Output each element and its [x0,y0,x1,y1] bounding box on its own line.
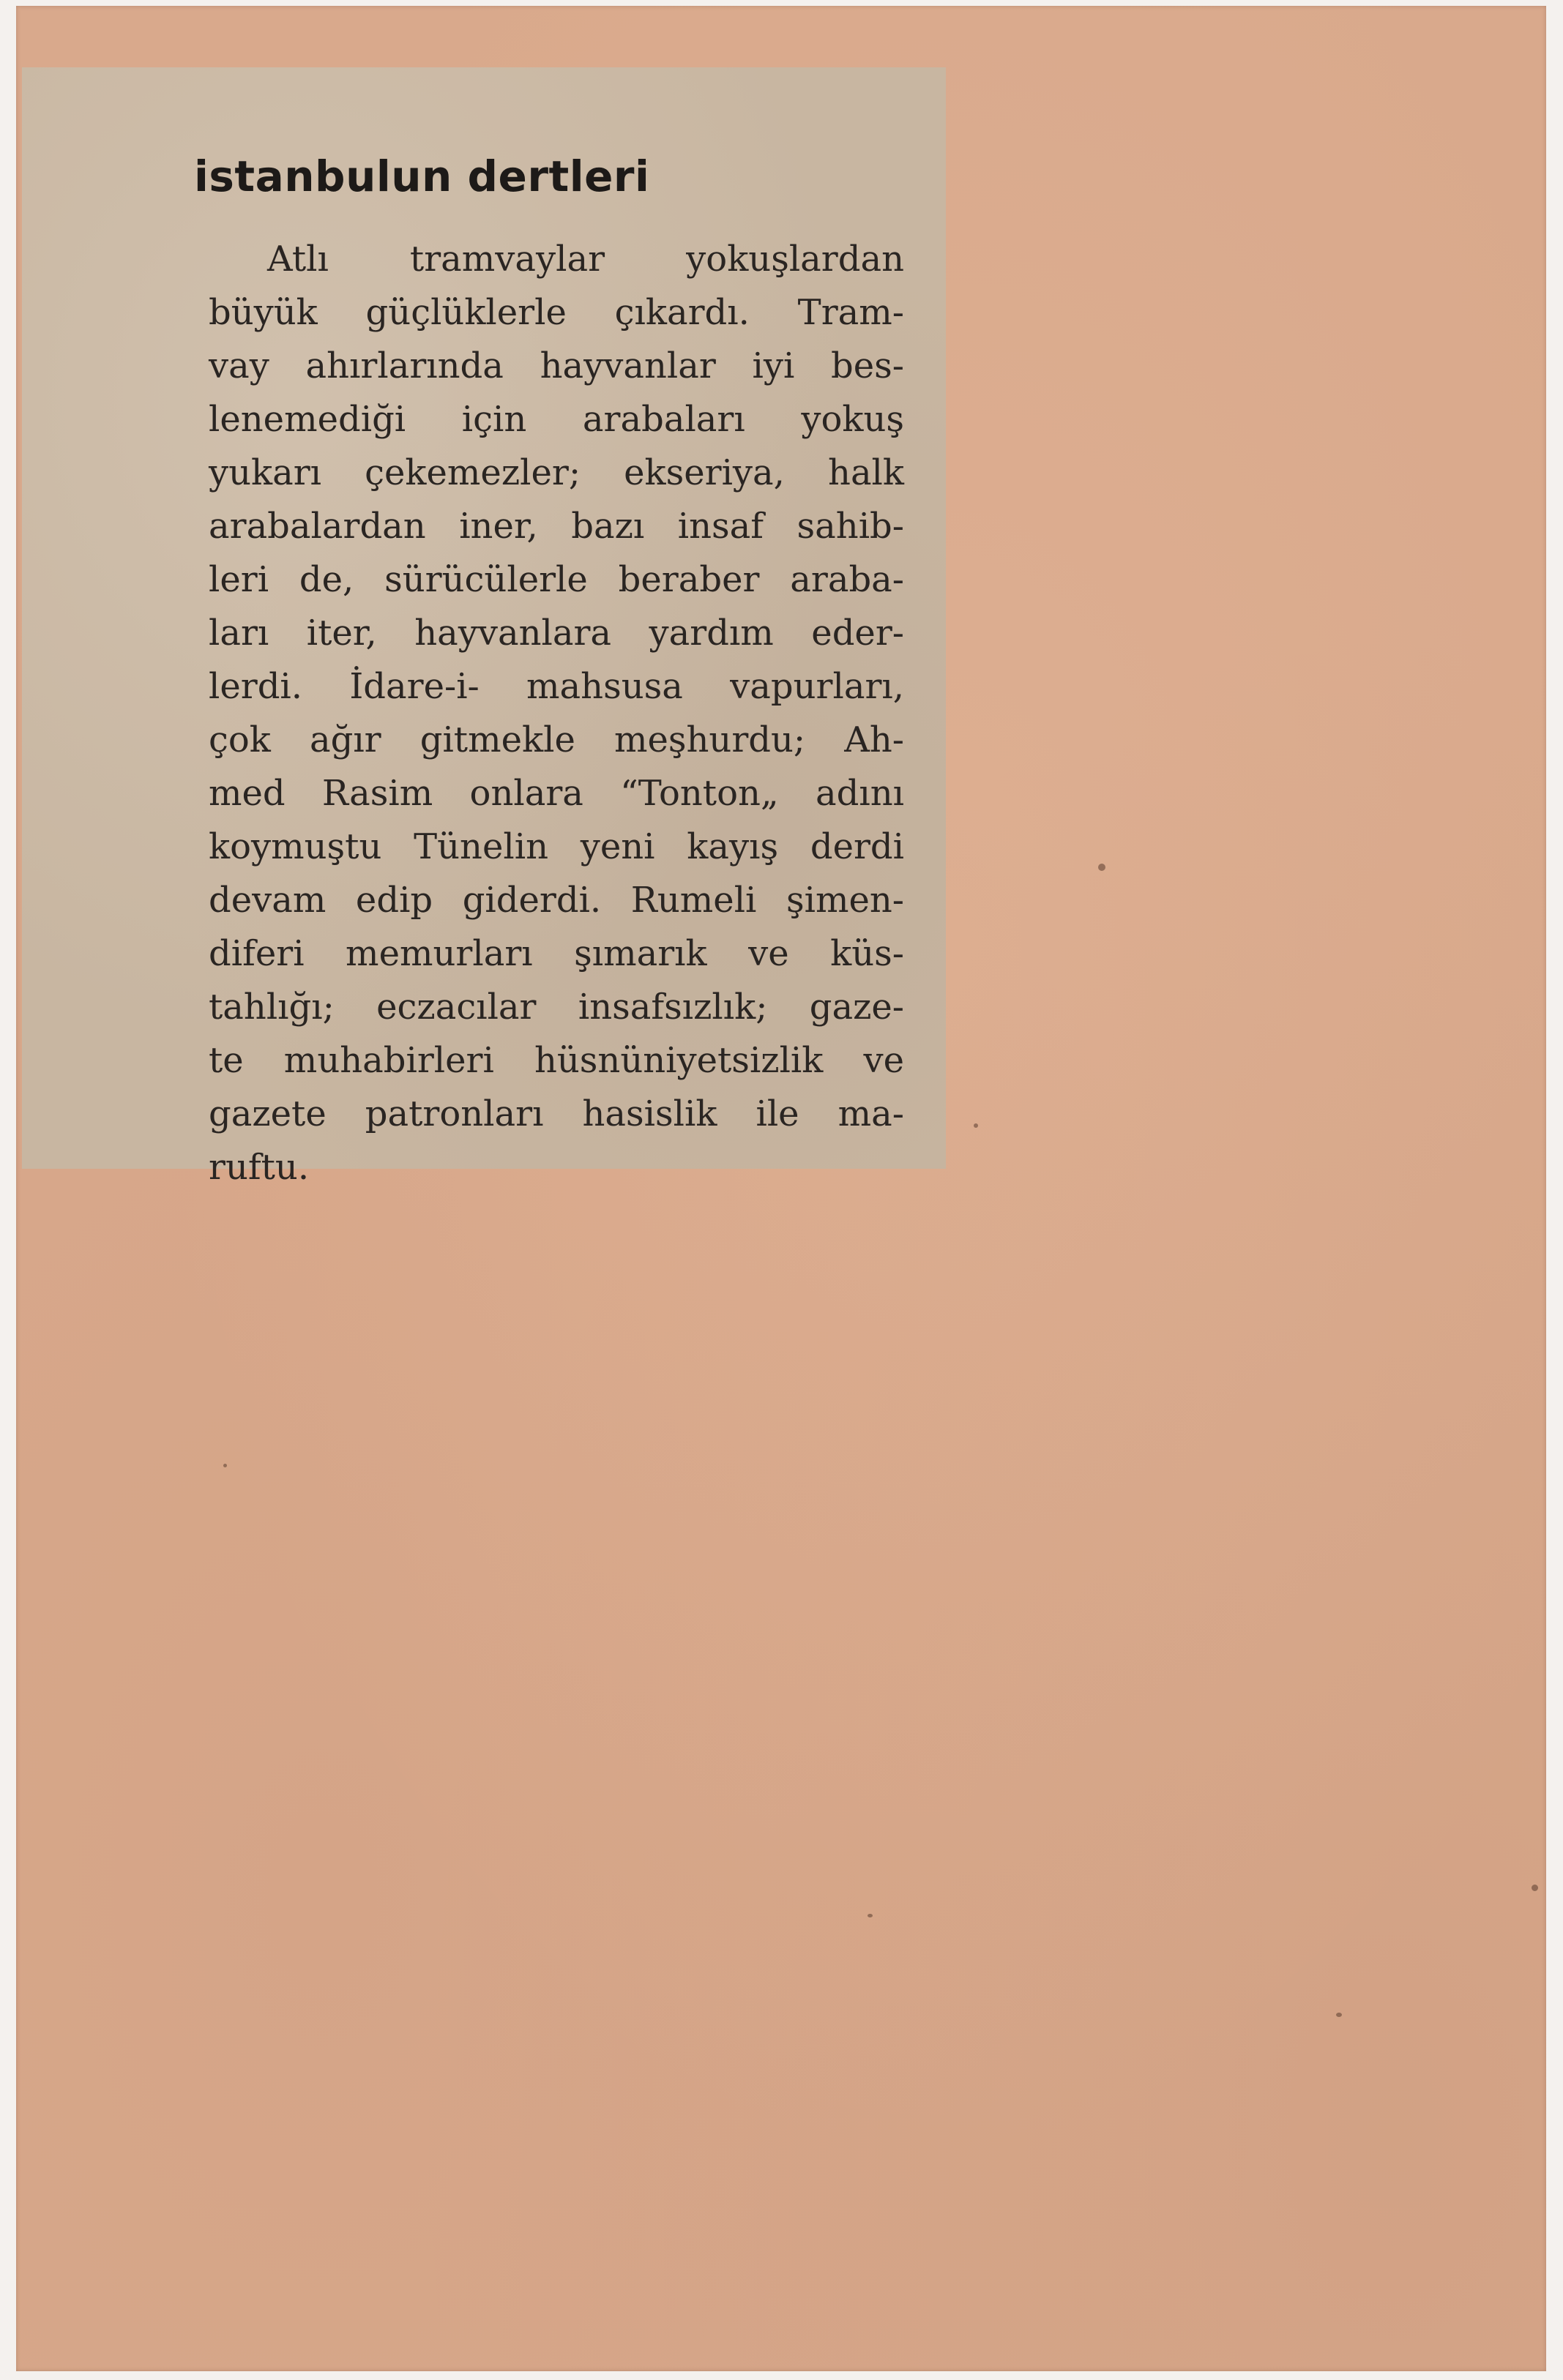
article-line: diferi memurları şımarık ve küs- [209,933,904,974]
paper-speck [868,1914,873,1917]
article-line: büyük güçlüklerle çıkardı. Tram- [209,292,904,333]
article-line: ları iter, hayvanlara yardım eder- [209,613,904,654]
article-line: arabalardan iner, bazı insaf sahib- [209,506,904,547]
article-line: yukarı çekemezler; ekseriya, halk [209,452,904,493]
paper-speck [1532,1885,1538,1891]
article-title: istanbulun dertleri [194,151,650,201]
article-line: gazete patronları hasislik ile ma- [209,1093,904,1134]
article-line: tahlığı; eczacılar insafsızlık; gaze- [209,987,904,1028]
article-line: lerdi. İdare-i- mahsusa vapurları, [209,666,904,707]
article-line: Atlı tramvaylar yokuşlardan [267,239,904,280]
article-line: devam edip giderdi. Rumeli şimen- [209,880,904,921]
article-line: lenemediği için arabaları yokuş [209,399,904,440]
paper-speck [1098,864,1105,871]
article-line: çok ağır gitmekle meşhurdu; Ah- [209,719,904,760]
article-body [209,233,904,1194]
article-line: koymuştu Tünelin yeni kayış derdi [209,826,904,867]
paper-speck [223,1464,227,1467]
article-line: med Rasim onlara “Tonton„ adını [209,773,904,814]
article-line: vay ahırlarında hayvanlar iyi bes- [209,345,904,386]
paper-speck [974,1123,978,1128]
article-line: leri de, sürücülerle beraber araba- [209,559,904,600]
paper-speck [1336,2013,1342,2017]
article-line: te muhabirleri hüsnüniyetsizlik ve [209,1040,904,1081]
article-line: ruftu. [209,1147,310,1188]
